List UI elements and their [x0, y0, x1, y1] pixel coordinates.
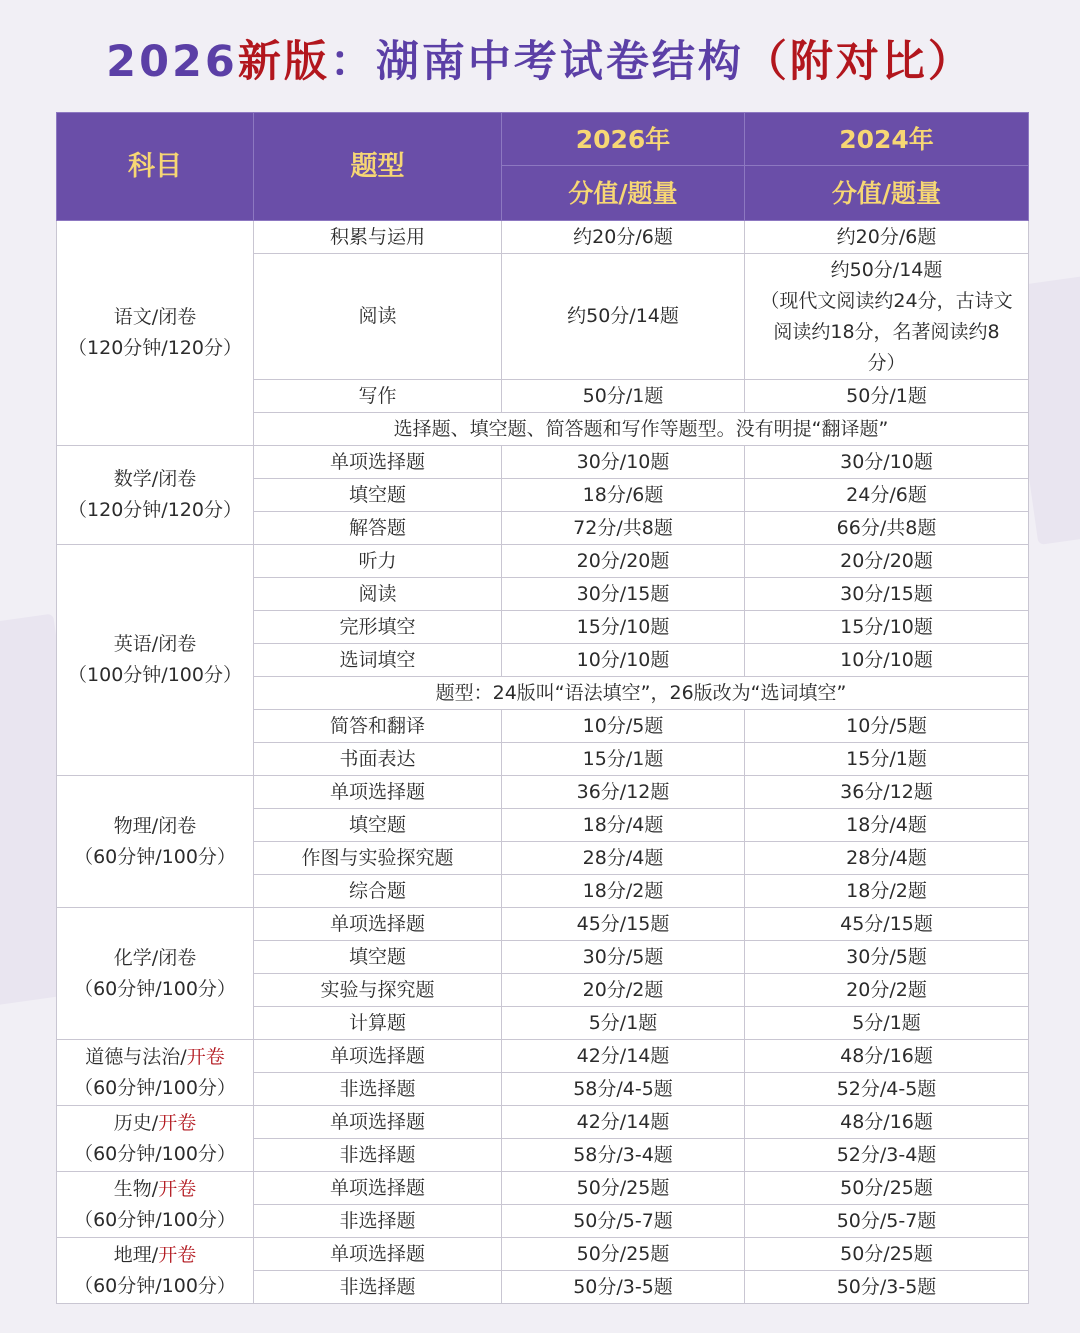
- page-title: 2026新版：湖南中考试卷结构（附对比）: [106, 37, 974, 87]
- value-2026-cell: 30分/15题: [502, 578, 745, 611]
- type-cell: 单项选择题: [254, 1106, 502, 1139]
- value-2024-cell: 24分/6题: [745, 479, 1029, 512]
- value-2026-cell: 58分/3-4题: [502, 1139, 745, 1172]
- type-cell: 解答题: [254, 512, 502, 545]
- type-cell: 单项选择题: [254, 1238, 502, 1271]
- value-2026-cell: 10分/10题: [502, 644, 745, 677]
- value-2026-cell: 20分/2题: [502, 974, 745, 1007]
- value-2024-cell: 5分/1题: [745, 1007, 1029, 1040]
- type-cell: 作图与实验探究题: [254, 842, 502, 875]
- value-2026-cell: 42分/14题: [502, 1106, 745, 1139]
- value-2024-cell: 20分/2题: [745, 974, 1029, 1007]
- table-row: [57, 1172, 1029, 1205]
- type-cell: 单项选择题: [254, 446, 502, 479]
- table-row: [57, 1040, 1029, 1073]
- type-cell: 填空题: [254, 479, 502, 512]
- type-cell: 选词填空: [254, 644, 502, 677]
- subject-cell-chemistry: 化学/闭卷 （60分钟/100分）: [57, 908, 254, 1040]
- value-2024-cell: 48分/16题: [745, 1040, 1029, 1073]
- table-row: [57, 908, 1029, 941]
- type-cell: 非选择题: [254, 1139, 502, 1172]
- type-cell: 填空题: [254, 941, 502, 974]
- header-2024: 2024年: [745, 113, 1029, 166]
- table-row: [57, 776, 1029, 809]
- value-2026-cell: 18分/2题: [502, 875, 745, 908]
- value-2026-cell: 30分/5题: [502, 941, 745, 974]
- header-type: 题型: [254, 113, 502, 221]
- type-cell: 非选择题: [254, 1073, 502, 1106]
- value-2024-cell: 10分/5题: [745, 710, 1029, 743]
- value-2024-cell: 28分/4题: [745, 842, 1029, 875]
- type-cell: 阅读: [254, 254, 502, 380]
- value-2024-cell: 10分/10题: [745, 644, 1029, 677]
- value-2024-cell: 36分/12题: [745, 776, 1029, 809]
- header-2026-score-count: 分值/题量: [502, 166, 745, 221]
- value-2026-cell: 50分/25题: [502, 1238, 745, 1271]
- value-2026-cell: 20分/20题: [502, 545, 745, 578]
- value-2024-cell: 18分/2题: [745, 875, 1029, 908]
- value-2026-cell: 5分/1题: [502, 1007, 745, 1040]
- type-cell: 听力: [254, 545, 502, 578]
- value-2026-cell: 10分/5题: [502, 710, 745, 743]
- value-2024-cell: 15分/10题: [745, 611, 1029, 644]
- header-subject: 科目: [57, 113, 254, 221]
- value-2024-cell: 48分/16题: [745, 1106, 1029, 1139]
- type-cell: 计算题: [254, 1007, 502, 1040]
- type-cell: 写作: [254, 380, 502, 413]
- type-cell: 实验与探究题: [254, 974, 502, 1007]
- value-2026-cell: 约20分/6题: [502, 221, 745, 254]
- value-2024-cell: 18分/4题: [745, 809, 1029, 842]
- table-row: [57, 1106, 1029, 1139]
- type-cell: 阅读: [254, 578, 502, 611]
- value-2026-cell: 42分/14题: [502, 1040, 745, 1073]
- table-row: [57, 446, 1029, 479]
- value-2026-cell: 15分/1题: [502, 743, 745, 776]
- value-2024-cell: 30分/10题: [745, 446, 1029, 479]
- table-row: [57, 221, 1029, 254]
- type-cell: 积累与运用: [254, 221, 502, 254]
- table-row: [57, 1238, 1029, 1271]
- subject-cell-english: 英语/闭卷 （100分钟/100分）: [57, 545, 254, 776]
- type-cell: 书面表达: [254, 743, 502, 776]
- value-2024-cell: 66分/共8题: [745, 512, 1029, 545]
- type-cell: 单项选择题: [254, 1040, 502, 1073]
- value-2026-cell: 30分/10题: [502, 446, 745, 479]
- subject-cell-physics: 物理/闭卷 （60分钟/100分）: [57, 776, 254, 908]
- value-2024-cell: 52分/3-4题: [745, 1139, 1029, 1172]
- header-2024-score-count: 分值/题量: [745, 166, 1029, 221]
- type-cell: 单项选择题: [254, 1172, 502, 1205]
- type-cell: 非选择题: [254, 1271, 502, 1304]
- note-cell-chinese: 选择题、填空题、简答题和写作等题型。没有明提“翻译题”: [254, 413, 1029, 446]
- subject-cell-morality: 道德与法治/开卷 （60分钟/100分）: [57, 1040, 254, 1106]
- value-2026-cell: 15分/10题: [502, 611, 745, 644]
- exam-structure-table: [56, 112, 1029, 1304]
- subject-cell-math: 数学/闭卷 （120分钟/120分）: [57, 446, 254, 545]
- type-cell: 简答和翻译: [254, 710, 502, 743]
- type-cell: 非选择题: [254, 1205, 502, 1238]
- value-2026-cell: 72分/共8题: [502, 512, 745, 545]
- value-2024-cell: 50分/5-7题: [745, 1205, 1029, 1238]
- type-cell: 综合题: [254, 875, 502, 908]
- value-2024-cell: 50分/1题: [745, 380, 1029, 413]
- value-2024-cell: 45分/15题: [745, 908, 1029, 941]
- value-2026-cell: 约50分/14题: [502, 254, 745, 380]
- table-row: [57, 545, 1029, 578]
- type-cell: 完形填空: [254, 611, 502, 644]
- value-2026-cell: 36分/12题: [502, 776, 745, 809]
- value-2026-cell: 45分/15题: [502, 908, 745, 941]
- value-2026-cell: 50分/3-5题: [502, 1271, 745, 1304]
- subject-cell-biology: 生物/开卷 （60分钟/100分）: [57, 1172, 254, 1238]
- value-2024-cell: 15分/1题: [745, 743, 1029, 776]
- type-cell: 填空题: [254, 809, 502, 842]
- header-2026: 2026年: [502, 113, 745, 166]
- value-2026-cell: 50分/1题: [502, 380, 745, 413]
- value-2024-cell: 约20分/6题: [745, 221, 1029, 254]
- value-2024-cell: 50分/25题: [745, 1238, 1029, 1271]
- subject-cell-chinese: 语文/闭卷 （120分钟/120分）: [57, 221, 254, 446]
- subject-cell-geography: 地理/开卷 （60分钟/100分）: [57, 1238, 254, 1304]
- value-2024-cell: 30分/5题: [745, 941, 1029, 974]
- type-cell: 单项选择题: [254, 908, 502, 941]
- note-cell-english: 题型：24版叫“语法填空”，26版改为“选词填空”: [254, 677, 1029, 710]
- subject-cell-history: 历史/开卷 （60分钟/100分）: [57, 1106, 254, 1172]
- value-2024-cell: 约50分/14题 （现代文阅读约24分，古诗文 阅读约18分，名著阅读约8 分）: [745, 254, 1029, 380]
- type-cell: 单项选择题: [254, 776, 502, 809]
- value-2024-cell: 20分/20题: [745, 545, 1029, 578]
- value-2024-cell: 50分/25题: [745, 1172, 1029, 1205]
- value-2026-cell: 58分/4-5题: [502, 1073, 745, 1106]
- value-2024-cell: 52分/4-5题: [745, 1073, 1029, 1106]
- value-2024-cell: 50分/3-5题: [745, 1271, 1029, 1304]
- value-2024-cell: 30分/15题: [745, 578, 1029, 611]
- value-2026-cell: 50分/5-7题: [502, 1205, 745, 1238]
- value-2026-cell: 18分/6题: [502, 479, 745, 512]
- value-2026-cell: 28分/4题: [502, 842, 745, 875]
- value-2026-cell: 50分/25题: [502, 1172, 745, 1205]
- value-2026-cell: 18分/4题: [502, 809, 745, 842]
